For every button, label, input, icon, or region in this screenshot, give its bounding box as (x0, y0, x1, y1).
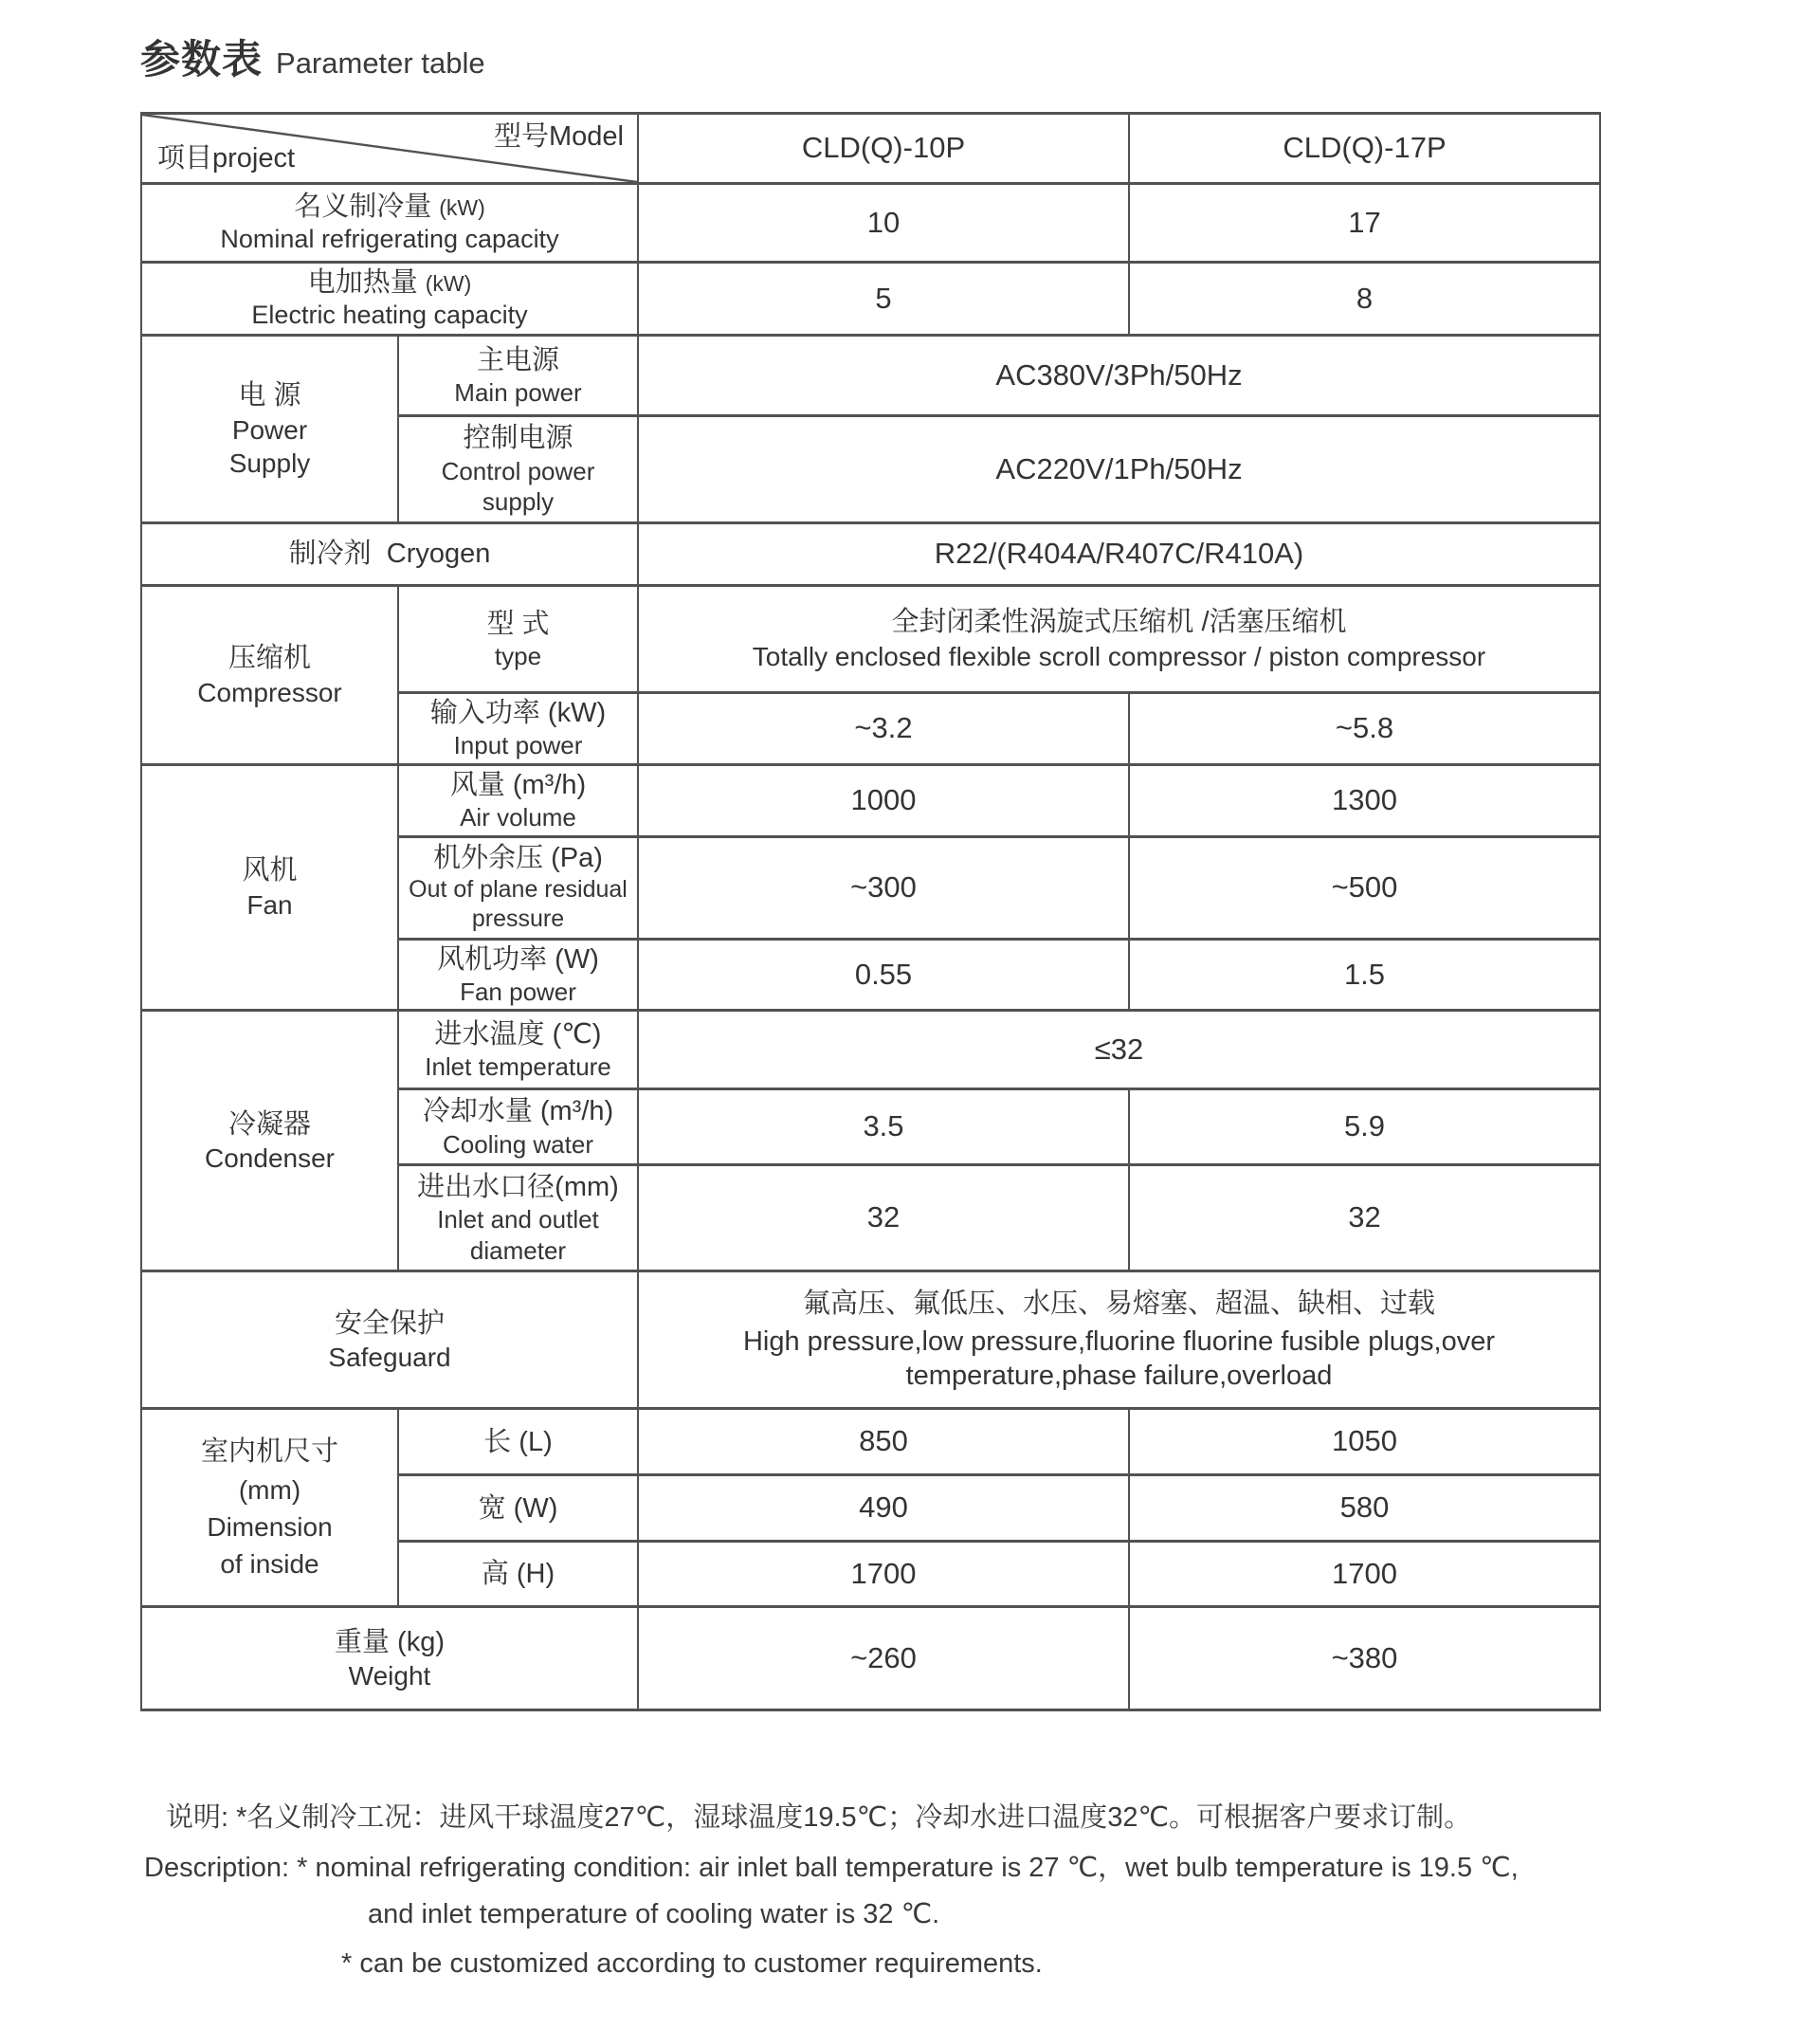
row-main-power (141, 336, 1600, 416)
row-nominal-capacity (141, 184, 1600, 263)
residual-pressure-label: 机外余压 (Pa) Out of plane residual pressure (398, 836, 638, 939)
height-17p: 1700 (1129, 1542, 1600, 1607)
height-10p: 1700 (638, 1542, 1129, 1607)
note-line-en-3: * can be customized according to customer requirements. (341, 1948, 1043, 1979)
diameter-10p: 32 (638, 1165, 1129, 1271)
note-line-en-1: Description: * nominal refrigerating condition: air inlet ball temperature is 27 ℃，wet bulb temperature is 19.5 ℃, (144, 1853, 1519, 1883)
page-title (140, 28, 485, 85)
row-compressor-type (141, 586, 1600, 693)
weight-10p: ~260 (638, 1607, 1129, 1710)
fan-power-17p: 1.5 (1129, 939, 1600, 1011)
control-power-value: AC220V/1Ph/50Hz (638, 416, 1600, 523)
input-power-label: 输入功率 (kW) Input power (398, 693, 638, 765)
model-1-header: CLD(Q)-10P (638, 114, 1129, 184)
cooling-water-10p: 3.5 (638, 1089, 1129, 1165)
model-header-label: 型号Model (494, 121, 624, 152)
weight-17p: ~380 (1129, 1607, 1600, 1710)
input-power-10p: ~3.2 (638, 693, 1129, 765)
air-volume-10p: 1000 (638, 764, 1129, 836)
fan-group-label: 风机 Fan (141, 764, 398, 1011)
corner-cell (141, 114, 638, 184)
control-power-label: 控制电源 Control power supply (398, 416, 638, 523)
nominal-capacity-label: 名义制冷量 (kW) Nominal refrigerating capacity (141, 184, 638, 263)
residual-pressure-10p: ~300 (638, 836, 1129, 939)
cryogen-value: R22/(R404A/R407C/R410A) (638, 523, 1600, 586)
width-10p: 490 (638, 1475, 1129, 1542)
fan-power-label: 风机功率 (W) Fan power (398, 939, 638, 1011)
width-label: 宽 (W) (398, 1475, 638, 1542)
model-2-header: CLD(Q)-17P (1129, 114, 1600, 184)
compressor-type-label: 型 式 type (398, 586, 638, 693)
row-length (141, 1409, 1600, 1475)
length-10p: 850 (638, 1409, 1129, 1475)
cooling-water-label: 冷却水量 (m³/h) Cooling water (398, 1089, 638, 1165)
height-label: 高 (H) (398, 1542, 638, 1607)
air-volume-label: 风量 (m³/h) Air volume (398, 764, 638, 836)
cryogen-label: 制冷剂 Cryogen (141, 523, 638, 586)
width-17p: 580 (1129, 1475, 1600, 1542)
row-heating-capacity (141, 263, 1600, 336)
diameter-label: 进出水口径(mm) Inlet and outlet diameter (398, 1165, 638, 1271)
heating-capacity-10p: 5 (638, 263, 1129, 336)
note-line-zh: 说明: *名义制冷工况：进风干球温度27℃，湿球温度19.5℃；冷却水进口温度32℃。可根据客户要求订制。 (166, 1802, 1472, 1833)
row-weight (141, 1607, 1600, 1710)
weight-label: 重量 (kg) Weight (141, 1607, 638, 1710)
air-volume-17p: 1300 (1129, 764, 1600, 836)
parameter-table (140, 112, 1601, 1711)
page-title-en: Parameter table (276, 46, 485, 80)
safeguard-label: 安全保护 Safeguard (141, 1271, 638, 1409)
cooling-water-17p: 5.9 (1129, 1089, 1600, 1165)
length-label: 长 (L) (398, 1409, 638, 1475)
main-power-label: 主电源 Main power (398, 336, 638, 416)
dimension-group-label: 室内机尺寸 (mm) Dimension of inside (141, 1409, 398, 1607)
note-line-en-2: and inlet temperature of cooling water is 32 ℃. (368, 1899, 940, 1929)
heating-capacity-17p: 8 (1129, 263, 1600, 336)
row-inlet-temperature (141, 1011, 1600, 1089)
length-17p: 1050 (1129, 1409, 1600, 1475)
safeguard-value: 氟高压、氟低压、水压、易熔塞、超温、缺相、过载 High pressure,low pressure,fluorine fluorine fusible plugs,over temperature,phase failure,overload (638, 1271, 1600, 1409)
nominal-capacity-17p: 17 (1129, 184, 1600, 263)
inlet-temperature-label: 进水温度 (℃) Inlet temperature (398, 1011, 638, 1089)
compressor-type-value: 全封闭柔性涡旋式压缩机 /活塞压缩机 Totally enclosed flexible scroll compressor / piston compressor (638, 586, 1600, 693)
compressor-group-label: 压缩机 Compressor (141, 586, 398, 765)
main-power-value: AC380V/3Ph/50Hz (638, 336, 1600, 416)
nominal-capacity-10p: 10 (638, 184, 1129, 263)
power-supply-group-label: 电 源 Power Supply (141, 336, 398, 523)
header-row (141, 114, 1600, 184)
input-power-17p: ~5.8 (1129, 693, 1600, 765)
heating-capacity-label: 电加热量 (kW) Electric heating capacity (141, 263, 638, 336)
inlet-temperature-value: ≤32 (638, 1011, 1600, 1089)
fan-power-10p: 0.55 (638, 939, 1129, 1011)
page-title-zh: 参数表 (140, 37, 264, 82)
residual-pressure-17p: ~500 (1129, 836, 1600, 939)
row-air-volume (141, 764, 1600, 836)
diameter-17p: 32 (1129, 1165, 1600, 1271)
row-safeguard (141, 1271, 1600, 1409)
condenser-group-label: 冷凝器 Condenser (141, 1011, 398, 1271)
project-header-label: 项目project (157, 142, 296, 174)
row-cryogen (141, 523, 1600, 586)
